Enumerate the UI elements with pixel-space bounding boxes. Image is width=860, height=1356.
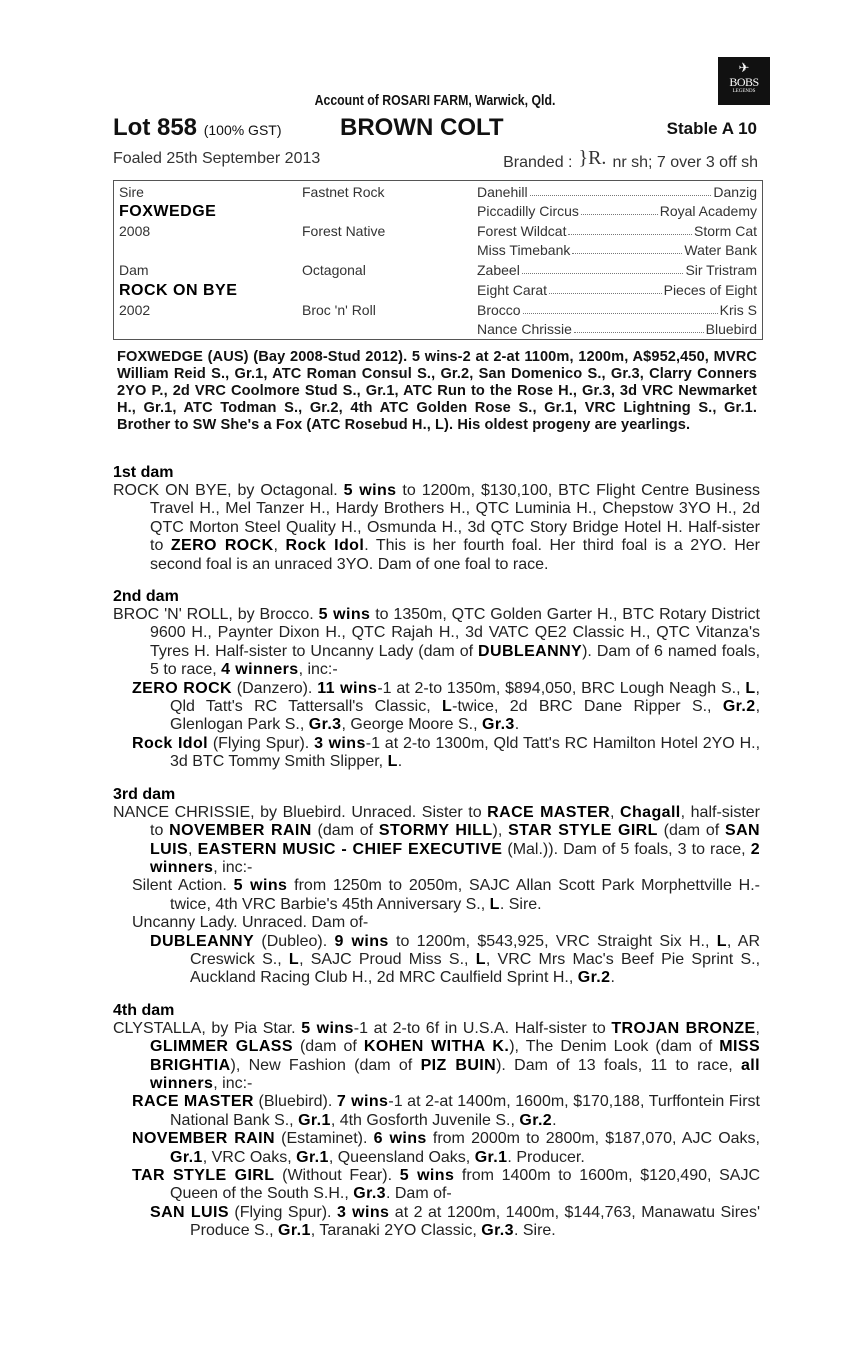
great-grandparent-row (477, 242, 757, 258)
pedigree-entry (113, 735, 760, 772)
bold-text: 7 wins (336, 1093, 389, 1111)
pedigree-entry (113, 914, 760, 932)
great-grandparent-row (477, 282, 757, 298)
pedigree-entry (113, 1020, 760, 1094)
entry-text: , (273, 537, 286, 555)
great-grandparent-row (477, 321, 757, 337)
grandparent: Fastnet Rock (302, 184, 385, 200)
bold-text: Gr.1 (170, 1148, 203, 1166)
dot-leader (530, 184, 712, 196)
great-grandparent-sire: Water Bank (684, 242, 757, 258)
sire-name: FOXWEDGE (119, 203, 217, 220)
dam-heading: 2nd dam (113, 588, 179, 606)
bold-text: GLIMMER GLASS (150, 1038, 293, 1056)
great-grandparent-sire: Kris S (719, 302, 757, 318)
dam-section (113, 1002, 760, 1241)
bold-text: Gr.2 (519, 1111, 553, 1129)
sire-label: Sire (119, 184, 144, 200)
bold-text: MISS BRIGHTIA (150, 1038, 761, 1074)
bold-text: RACE MASTER (132, 1093, 254, 1111)
bold-text: SAN LUIS (150, 1203, 229, 1221)
bold-text: L (288, 950, 300, 968)
entry-text: (dam of (292, 1038, 364, 1056)
great-grandparent-sire: Bluebird (705, 321, 757, 337)
stable-location: Stable A 10 (666, 119, 757, 138)
great-grandparent-name: Zabeel (477, 262, 520, 278)
dot-leader (574, 321, 704, 333)
pedigree-entry (113, 1167, 760, 1204)
entry-text: (dam of (311, 822, 379, 840)
entry-text: , Taranaki 2YO Classic, (310, 1222, 482, 1240)
pedigree-entry (113, 1130, 760, 1167)
entry-text: to 1200m, $543,925, VRC Straight Six H., (388, 932, 717, 950)
entry-text: ROCK ON BYE, by Octagonal. (113, 482, 344, 499)
great-grandparent-row (477, 203, 757, 219)
entry-text: -1 at 2-to 1350m, $894,050, BRC Lough Neagh S., (377, 679, 746, 697)
lot-header (113, 114, 760, 144)
great-grandparent-name: Eight Carat (477, 282, 548, 298)
bold-text: L (441, 698, 453, 716)
entry-text: (dam of (657, 822, 726, 840)
bold-text: RACE MASTER (487, 803, 611, 821)
great-grandparent-name: Piccadilly Circus (477, 203, 579, 219)
entry-text: -1 at 2-to 1300m, Qld Tatt's RC Hamilton Hotel 2YO H., 3d BTC Tommy Smith Slipper, (170, 734, 761, 771)
bold-text: L (489, 895, 500, 913)
bold-text: TROJAN BRONZE (611, 1019, 756, 1037)
entry-text: , George Moore S., (341, 716, 482, 734)
logo-text: BOBS (729, 75, 759, 89)
bold-text: Gr.1 (296, 1148, 329, 1166)
great-grandparent-sire: Storm Cat (693, 223, 757, 239)
entry-text: , Queensland Oaks, (328, 1148, 475, 1166)
bold-text: ZERO ROCK (132, 679, 232, 697)
entry-text: , inc:- (213, 858, 253, 876)
entry-text: (Flying Spur). (208, 734, 315, 752)
horse-rider-icon: ✈ (738, 60, 750, 75)
dot-leader (549, 282, 662, 294)
dot-leader (581, 203, 658, 215)
bold-text: DUBLEANNY (478, 642, 583, 660)
grandparent: Forest Native (302, 223, 386, 239)
entry-text: , SAJC Proud Miss S., (299, 950, 476, 968)
bold-text: 6 wins (373, 1130, 427, 1148)
entry-text: (Flying Spur). (228, 1203, 337, 1221)
great-grandparent-sire: Pieces of Eight (663, 282, 757, 298)
entry-text: from 1400m to 1600m, $120,490, SAJC Queen of the South S.H., (170, 1167, 761, 1203)
bold-text: DUBLEANNY (150, 932, 255, 950)
branding (503, 147, 758, 173)
bold-text: L (387, 753, 398, 771)
bold-text: 3 wins (336, 1203, 390, 1221)
entry-text: , Qld Tatt's RC Tattersall's Classic, (170, 679, 760, 716)
bold-text: L (716, 932, 727, 950)
dot-leader (522, 262, 684, 274)
entry-text: (Dubleo). (254, 932, 335, 950)
entry-text: from 2000m to 2800m, $187,070, AJC Oaks, (426, 1130, 760, 1148)
bold-text: Gr.2 (722, 698, 756, 716)
bold-text: all winners (150, 1056, 760, 1092)
gst-note: (100% GST) (203, 122, 282, 138)
great-grandparent-name: Danehill (477, 184, 528, 200)
entry-text: . Sire. (513, 1222, 556, 1240)
bold-text: KOHEN WITHA K. (363, 1038, 510, 1056)
bold-text: Gr.3 (482, 716, 515, 734)
entry-text: , inc:- (213, 1074, 253, 1092)
dot-leader (523, 302, 718, 314)
great-grandparent-name: Forest Wildcat (477, 223, 567, 239)
pedigree-entry (113, 933, 760, 988)
entry-text: BROC 'N' ROLL, by Brocco. (113, 606, 319, 624)
bold-text: 4 winners (221, 661, 299, 679)
entry-text: ). Dam of 6 named foals, 5 to race, (150, 642, 761, 679)
logo-subtext: LEGENDS (732, 89, 756, 94)
entry-text: . (397, 753, 403, 771)
pedigree-entry (113, 482, 760, 574)
entry-text: , inc:- (298, 661, 338, 679)
great-grandparent-row (477, 302, 757, 318)
entry-text: ), The Denim Look (dam of (509, 1038, 720, 1056)
entry-text: at 2 at 1200m, 1400m, $144,763, Manawatu Sires' Produce S., (190, 1203, 761, 1240)
dot-leader (572, 242, 682, 254)
bold-text: 5 wins (399, 1167, 455, 1184)
pedigree-entry (113, 1204, 760, 1241)
vendor-account: Account of ROSARI FARM, Warwick, Qld. (314, 92, 556, 109)
entry-text: Uncanny Lady. Unraced. Dam of- (132, 914, 369, 932)
entry-text: -twice, 2d BRC Dane Ripper S., (452, 698, 723, 716)
bold-text: Gr.3 (353, 1185, 386, 1203)
pedigree-entry (113, 877, 760, 914)
sire-summary: FOXWEDGE (AUS) (Bay 2008-Stud 2012). 5 wins-2 at 2-at 1100m, 1200m, A$952,450, MVRC William Reid S., Gr.1, ATC Roman Consul S., Gr.2, San Domenico S., Gr.3, Clarry Conners 2YO P., 2d VRC Coolmore Stud S., Gr.1, ATC Run to the Rose H., Gr.3, 3d VRC Newmarket H., Gr.1, ATC Todman S., Gr.2, 4th ATC Golden Rose S., Gr.1, VRC Lightning S., Gr.1. Brother to SW She's a Fox (ATC Rosebud H., L). His oldest progeny are yearlings. (117, 349, 757, 433)
entry-text: , AR Creswick S., (190, 932, 761, 968)
pedigree-entry (113, 804, 760, 878)
brand-mark: }R. (578, 147, 607, 169)
bold-text: TAR STYLE GIRL (132, 1167, 275, 1184)
dam-year: 2002 (119, 302, 151, 318)
bold-text: Gr.1 (298, 1111, 331, 1129)
bold-text: 5 wins (343, 482, 397, 499)
entry-text: . Producer. (507, 1148, 585, 1166)
entry-text: CLYSTALLA, by Pia Star. (113, 1019, 302, 1037)
great-grandparent-name: Miss Timebank (477, 242, 571, 258)
bold-text: Gr.3 (308, 716, 342, 734)
great-grandparent-row (477, 184, 757, 200)
entry-text: (Danzero). (231, 679, 318, 697)
bold-text: 5 wins (301, 1019, 354, 1037)
lot-label: Lot 858 (113, 114, 198, 141)
entry-text: to 1200m, $130,100, BTC Flight Centre Business Travel H., Mel Tanzer H., Hardy Brothers H., QTC Luminia H., Chepstow 3YO H., 2d QTC Morton Steel Quality H., Osmunda H., 3d QTC Story Bridge Hotel H. Half-sister to (150, 482, 761, 555)
entry-text: (Without Fear). (274, 1167, 400, 1184)
pedigree-entry (113, 680, 760, 735)
bold-text: Gr.1 (278, 1222, 311, 1240)
entry-text: . (610, 969, 615, 987)
dam-heading: 3rd dam (113, 785, 176, 803)
entry-text: -1 at 2-at 1400m, 1600m, $170,188, Turffontein First National Bank S., (170, 1093, 760, 1129)
entry-text: (Mal.)). Dam of 5 foals, 3 to race, (502, 840, 751, 858)
horse-description: BROWN COLT (340, 114, 504, 141)
entry-text: , (755, 1019, 760, 1037)
bold-text: L (475, 950, 486, 968)
entry-text: . (514, 716, 520, 734)
brand-detail: nr sh; 7 over 3 off sh (612, 154, 758, 171)
pedigree-entry (113, 1093, 760, 1130)
bold-text: 3 wins (314, 734, 366, 752)
great-grandparent-name: Brocco (477, 302, 521, 318)
bold-text: 9 wins (334, 932, 389, 950)
bold-text: L (745, 679, 756, 697)
entry-text: , (610, 803, 621, 821)
family-sections (113, 464, 760, 1255)
entry-text: (Estaminet). (274, 1130, 374, 1148)
entry-text: . This is her fourth foal. Her third foal is a 2YO. Her second foal is an unraced 3YO. Dam of one foal to race. (150, 537, 760, 573)
dam-label: Dam (119, 262, 149, 278)
pedigree-entry (113, 606, 760, 680)
branded-label: Branded : (503, 154, 573, 171)
entry-text: . Dam of- (385, 1185, 452, 1203)
great-grandparent-row (477, 262, 757, 278)
bold-text: 2 winners (150, 840, 760, 876)
bold-text: STORMY HILL (378, 822, 493, 840)
dam-section (113, 464, 760, 574)
entry-text: ), New Fashion (dam of (230, 1056, 421, 1074)
bold-text: Gr.2 (577, 969, 611, 987)
bold-text: NOVEMBER RAIN (132, 1130, 275, 1148)
bold-text: EASTERN MUSIC - CHIEF EXECUTIVE (197, 840, 503, 858)
bold-text: 5 wins (318, 606, 371, 624)
bold-text: Chagall (620, 803, 681, 821)
entry-text: . (552, 1111, 557, 1129)
dam-section (113, 786, 760, 988)
bold-text: SAN LUIS (150, 822, 760, 858)
bold-text: Gr.1 (474, 1148, 508, 1166)
entry-text: (Bluebird). (253, 1093, 337, 1111)
bold-text: Rock Idol (285, 537, 365, 555)
entry-text: ), (492, 822, 509, 840)
entry-text: , Glenlogan Park S., (170, 698, 761, 734)
great-grandparent-sire: Sir Tristram (685, 262, 757, 278)
dam-heading: 1st dam (113, 464, 174, 481)
entry-text: . Sire. (499, 895, 542, 913)
entry-text: , VRC Mrs Mac's Beef Pie Sprint S., Auckland Racing Club H., 2d MRC Caulfield Sprint H., (190, 950, 761, 987)
foaled-date: Foaled 25th September 2013 (113, 150, 321, 167)
dam-heading: 4th dam (113, 1001, 175, 1019)
bold-text: PIZ BUIN (420, 1056, 497, 1074)
grandparent: Broc 'n' Roll (302, 302, 376, 318)
bold-text: 11 wins (317, 679, 378, 697)
bold-text: STAR STYLE GIRL (508, 822, 658, 840)
bold-text: Gr.3 (481, 1222, 514, 1240)
great-grandparent-name: Nance Chrissie (477, 321, 572, 337)
lot-number (113, 114, 282, 142)
entry-text: , 4th Gosforth Juvenile S., (330, 1111, 520, 1129)
dot-leader (568, 223, 692, 235)
dam-name: ROCK ON BYE (119, 282, 238, 299)
entry-text: , VRC Oaks, (202, 1148, 297, 1166)
pedigree-table (113, 180, 763, 340)
entry-text: -1 at 2-to 6f in U.S.A. Half-sister to (353, 1019, 612, 1037)
bold-text: 5 wins (233, 877, 288, 895)
great-grandparent-row (477, 223, 757, 239)
entry-text: , half-sister to (150, 803, 760, 840)
entry-text: NANCE CHRISSIE, by Bluebird. Unraced. Sister to (113, 803, 488, 821)
bold-text: ZERO ROCK (170, 537, 274, 555)
entry-text: from 1250m to 2050m, SAJC Allan Scott Park Morphettville H.-twice, 4th VRC Barbie's 45th Anniversary S., (170, 877, 760, 913)
great-grandparent-sire: Royal Academy (659, 203, 757, 219)
entry-text: Silent Action. (132, 877, 234, 895)
bold-text: NOVEMBER RAIN (169, 822, 312, 840)
great-grandparent-sire: Danzig (713, 184, 757, 200)
grandparent: Octagonal (302, 262, 366, 278)
dam-section (113, 588, 760, 772)
entry-text: , (188, 840, 198, 858)
entry-text: to 1350m, QTC Golden Garter H., BTC Rotary District 9600 H., Paynter Dixon H., QTC Rajah H., 3d VATC QE2 Classic H., QTC Vitanza's Tyres H. Half-sister to Uncanny Lady (dam of (150, 606, 761, 660)
sire-year: 2008 (119, 223, 151, 239)
entry-text: ). Dam of 13 foals, 11 to race, (496, 1056, 741, 1074)
bold-text: Rock Idol (132, 734, 208, 752)
